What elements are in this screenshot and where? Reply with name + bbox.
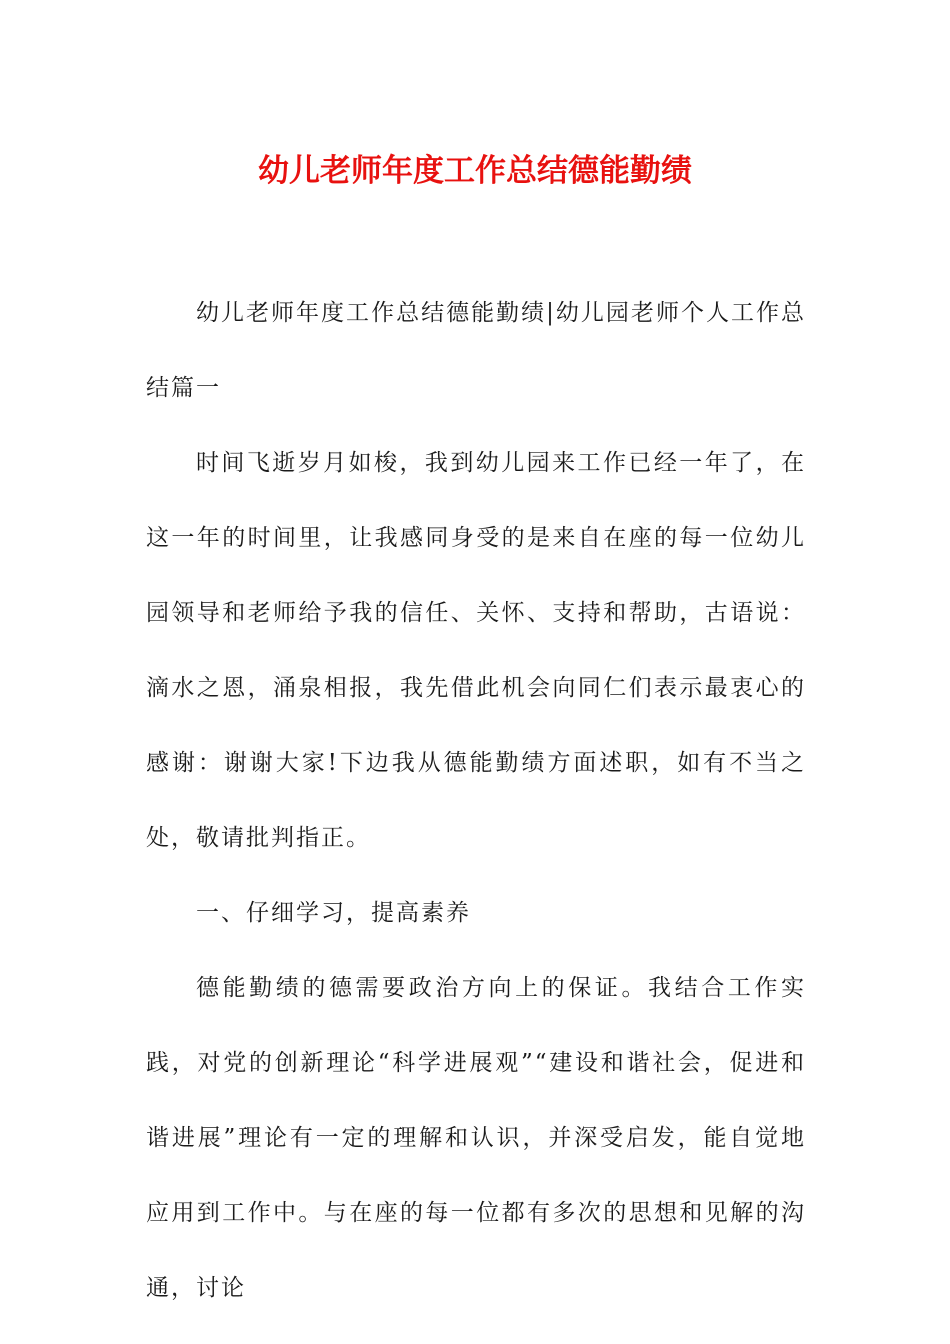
- paragraph-heading: 幼儿老师年度工作总结德能勤绩|幼儿园老师个人工作总结篇一: [146, 300, 806, 401]
- paragraph-section-one: 德能勤绩的德需要政治方向上的保证。我结合工作实践，对党的创新理论“科学进展观”“建设和谐社会，促进和谐进展”理论有一定的理解和认识，并深受启发，能自觉地应用到工作中。与在座的每一位都有多次的思想和见解的沟通，讨论: [146, 975, 806, 1301]
- section-heading: 一、仔细学习，提高素养: [196, 900, 471, 926]
- document-title: 幼儿老师年度工作总结德能勤绩: [258, 153, 692, 189]
- paragraph-intro: 时间飞逝岁月如梭，我到幼儿园来工作已经一年了，在这一年的时间里，让我感同身受的是来自在座的每一位幼儿园领导和老师给予我的信任、关怀、支持和帮助，古语说：滴水之恩，涌泉相报，我先借此机会向同仁们表示最衷心的感谢：谢谢大家!下边我从德能勤绩方面述职，如有不当之处，敬请批判指正。: [146, 450, 806, 851]
- document-body: [146, 276, 806, 1326]
